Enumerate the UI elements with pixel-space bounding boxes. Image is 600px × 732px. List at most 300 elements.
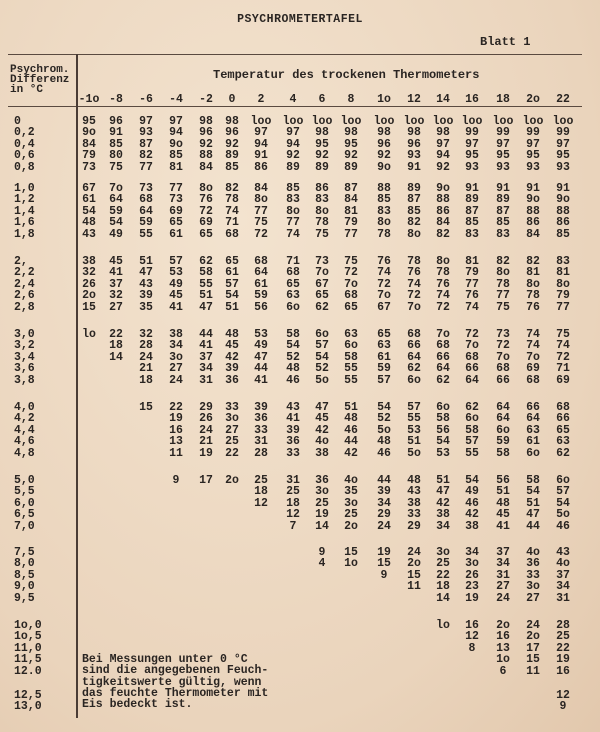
table-cell: 6o <box>344 339 358 353</box>
document-title: PSYCHROMETERTAFEL <box>237 13 363 26</box>
table-cell: 25 <box>556 630 570 644</box>
row-label: 12.0 <box>14 664 42 678</box>
table-cell: 14 <box>436 591 450 605</box>
table-cell: 2o <box>82 289 96 303</box>
table-cell: 97 <box>496 137 510 151</box>
row-label: 2,4 <box>14 277 35 291</box>
table-cell: 68 <box>139 193 153 207</box>
table-cell: 83 <box>556 255 570 268</box>
table-cell: 55 <box>465 446 479 460</box>
table-cell: 25 <box>225 435 239 449</box>
table-cell: 37 <box>496 546 510 559</box>
table-cell: 78 <box>496 277 510 291</box>
table-cell: 33 <box>286 446 300 460</box>
table-top-rule <box>8 54 582 55</box>
table-cell: 17 <box>526 641 540 655</box>
table-cell: 65 <box>556 423 570 437</box>
table-cell: 9o <box>556 193 570 207</box>
table-cell: 17 <box>199 474 213 487</box>
table-cell: 99 <box>526 126 540 140</box>
table-cell: 95 <box>344 137 358 151</box>
table-cell: 93 <box>465 160 479 174</box>
table-cell: 41 <box>199 339 213 353</box>
table-cell: 2o <box>526 630 540 644</box>
table-cell: 31 <box>254 435 268 449</box>
table-cell: 85 <box>465 216 479 230</box>
table-cell: 82 <box>139 149 153 163</box>
table-cell: 87 <box>465 204 479 218</box>
table-cell: 8o <box>436 255 450 268</box>
table-cell: 97 <box>169 115 183 128</box>
table-cell: 44 <box>199 328 213 341</box>
column-header: 14 <box>436 93 450 106</box>
table-cell: 68 <box>436 339 450 353</box>
table-cell: 73 <box>169 193 183 207</box>
row-header-line: in °C <box>10 84 44 96</box>
table-cell: 75 <box>109 160 123 174</box>
table-cell: 11 <box>407 580 421 594</box>
table-cell: 64 <box>254 266 268 280</box>
table-cell: 96 <box>377 137 391 151</box>
table-cell: loo <box>432 115 454 128</box>
column-header: 22 <box>556 93 570 106</box>
table-cell: 54 <box>315 350 329 364</box>
table-cell: 15 <box>377 557 391 571</box>
table-cell: 21 <box>199 435 213 449</box>
table-cell: 2o <box>225 474 239 487</box>
table-cell: 98 <box>315 126 329 140</box>
table-cell: 72 <box>496 339 510 353</box>
table-cell: 98 <box>225 115 239 128</box>
table-cell: 98 <box>436 126 450 140</box>
table-cell: 68 <box>225 227 239 241</box>
table-cell: 54 <box>286 339 300 353</box>
table-cell: 1o <box>344 557 358 571</box>
table-cell: 16 <box>496 630 510 644</box>
table-cell: 2o <box>407 557 421 571</box>
table-cell: 54 <box>377 401 391 414</box>
table-cell: 43 <box>286 401 300 414</box>
table-cell: 25 <box>344 508 358 522</box>
table-cell: 77 <box>344 227 358 241</box>
row-label: 4,8 <box>14 446 35 460</box>
table-cell: 39 <box>377 485 391 499</box>
table-cell: 84 <box>82 137 96 151</box>
table-cell: loo <box>373 115 395 128</box>
table-cell: 43 <box>82 227 96 241</box>
table-cell: loo <box>340 115 362 128</box>
row-label: 13,0 <box>14 700 42 714</box>
table-cell: 74 <box>436 289 450 303</box>
table-cell: 92 <box>377 149 391 163</box>
row-label: 0,2 <box>14 126 35 140</box>
table-cell: 36 <box>315 474 329 487</box>
table-cell: 84 <box>199 160 213 174</box>
table-cell: 3o <box>315 485 329 499</box>
table-cell: 6o <box>556 474 570 487</box>
table-cell: 85 <box>556 227 570 241</box>
table-cell: 1o <box>496 653 510 667</box>
table-cell: 9o <box>82 126 96 140</box>
table-cell: 99 <box>465 126 479 140</box>
table-cell: 31 <box>286 474 300 487</box>
table-cell: 11 <box>169 446 183 460</box>
table-cell: 94 <box>254 137 268 151</box>
table-cell: 28 <box>254 446 268 460</box>
table-cell: 49 <box>465 485 479 499</box>
table-cell: 85 <box>225 160 239 174</box>
table-cell: 66 <box>496 373 510 387</box>
table-cell: 9 <box>318 546 326 559</box>
table-cell: 89 <box>225 149 239 163</box>
table-cell: 88 <box>526 204 540 218</box>
table-cell: 82 <box>407 216 421 230</box>
table-cell: 75 <box>254 216 268 230</box>
table-cell: 49 <box>169 277 183 291</box>
table-cell: loo <box>522 115 544 128</box>
table-cell: 97 <box>465 137 479 151</box>
table-cell: 42 <box>465 508 479 522</box>
table-cell: 98 <box>377 126 391 140</box>
table-cell: 16 <box>169 423 183 437</box>
table-cell: 31 <box>556 591 570 605</box>
table-cell: 64 <box>407 350 421 364</box>
table-cell: 83 <box>465 227 479 241</box>
row-label: 11,0 <box>14 641 42 655</box>
table-cell: 87 <box>139 137 153 151</box>
table-cell: 33 <box>225 401 239 414</box>
row-label: 12,5 <box>14 689 42 702</box>
table-cell: 68 <box>286 266 300 280</box>
table-cell: 65 <box>199 227 213 241</box>
table-cell: 39 <box>254 401 268 414</box>
table-cell: 98 <box>344 126 358 140</box>
table-cell: 8o <box>377 216 391 230</box>
table-cell: 55 <box>407 412 421 426</box>
table-cell: 55 <box>139 227 153 241</box>
table-cell: 97 <box>286 126 300 140</box>
table-cell: 9o <box>526 193 540 207</box>
table-cell: 44 <box>377 474 391 487</box>
table-cell: 72 <box>556 350 570 364</box>
table-cell: 98 <box>407 126 421 140</box>
table-cell: 33 <box>526 568 540 582</box>
table-cell: 58 <box>344 350 358 364</box>
table-cell: 92 <box>286 149 300 163</box>
table-cell: 22 <box>436 568 450 582</box>
table-cell: 19 <box>556 653 570 667</box>
table-cell: 80 <box>109 149 123 163</box>
table-cell: 7o <box>407 300 421 314</box>
table-cell: 77 <box>169 182 183 195</box>
table-cell: 38 <box>169 328 183 341</box>
table-cell: 7o <box>344 277 358 291</box>
row-label: 0,4 <box>14 137 35 151</box>
row-label: 5,0 <box>14 474 35 487</box>
table-cell: 7o <box>109 182 123 195</box>
table-cell: 87 <box>496 204 510 218</box>
table-cell: 3o <box>465 557 479 571</box>
table-cell: 38 <box>82 255 96 268</box>
table-cell: 34 <box>496 557 510 571</box>
table-cell: 54 <box>465 474 479 487</box>
row-label: 8,5 <box>14 568 35 582</box>
table-cell: 42 <box>344 446 358 460</box>
table-cell: 7o <box>377 289 391 303</box>
row-label: 8,0 <box>14 557 35 571</box>
table-cell: 69 <box>526 362 540 376</box>
table-cell: 19 <box>465 591 479 605</box>
table-cell: 92 <box>436 160 450 174</box>
table-cell: 66 <box>556 412 570 426</box>
table-cell: 64 <box>109 193 123 207</box>
table-cell: 59 <box>377 362 391 376</box>
table-cell: 88 <box>556 204 570 218</box>
table-cell: 69 <box>169 204 183 218</box>
table-cell: 86 <box>526 216 540 230</box>
table-cell: 24 <box>496 591 510 605</box>
table-cell: 26 <box>465 568 479 582</box>
table-cell: 27 <box>526 591 540 605</box>
table-cell: 42 <box>436 496 450 510</box>
table-cell: 67 <box>315 277 329 291</box>
table-cell: 36 <box>286 435 300 449</box>
table-cell: 85 <box>496 216 510 230</box>
table-cell: 9 <box>172 474 180 487</box>
table-cell: 81 <box>556 266 570 280</box>
row-label: 3,2 <box>14 339 35 353</box>
table-cell: 66 <box>526 401 540 414</box>
row-label: 3,8 <box>14 373 35 387</box>
table-cell: 45 <box>169 289 183 303</box>
table-cell: 26 <box>82 277 96 291</box>
row-header-line: Differenz <box>10 74 70 86</box>
table-cell: 65 <box>225 255 239 268</box>
table-cell: 78 <box>407 255 421 268</box>
table-cell: 78 <box>377 227 391 241</box>
row-label: 6,5 <box>14 508 35 522</box>
table-cell: 12 <box>556 689 570 702</box>
row-label: 1,4 <box>14 204 35 218</box>
table-cell: 51 <box>344 401 358 414</box>
row-label: 4,6 <box>14 435 35 449</box>
table-cell: 6o <box>465 412 479 426</box>
table-cell: 7o <box>465 339 479 353</box>
table-cell: 6o <box>315 328 329 341</box>
table-cell: 9o <box>377 160 391 174</box>
table-cell: 7o <box>496 350 510 364</box>
table-cell: 59 <box>496 435 510 449</box>
table-cell: 62 <box>436 373 450 387</box>
table-cell: 73 <box>82 160 96 174</box>
table-cell: 64 <box>496 412 510 426</box>
table-cell: 57 <box>169 255 183 268</box>
table-cell: 47 <box>254 350 268 364</box>
table-cell: 92 <box>315 149 329 163</box>
row-label: 2,6 <box>14 289 35 303</box>
table-cell: 66 <box>465 362 479 376</box>
table-cell: 24 <box>526 619 540 632</box>
table-cell: 77 <box>286 216 300 230</box>
table-cell: 58 <box>526 474 540 487</box>
row-label: 1,6 <box>14 216 35 230</box>
table-cell: 64 <box>496 401 510 414</box>
table-cell: 55 <box>199 277 213 291</box>
table-cell: 18 <box>254 485 268 499</box>
table-cell: 44 <box>254 362 268 376</box>
table-cell: 19 <box>199 446 213 460</box>
table-cell: 14 <box>109 350 123 364</box>
table-cell: 56 <box>436 423 450 437</box>
table-cell: 45 <box>109 255 123 268</box>
table-cell: 46 <box>344 423 358 437</box>
table-cell: 27 <box>169 362 183 376</box>
table-cell: 45 <box>315 412 329 426</box>
table-cell: 5o <box>556 508 570 522</box>
table-cell: 48 <box>82 216 96 230</box>
row-label: 9,0 <box>14 580 35 594</box>
table-cell: 54 <box>82 204 96 218</box>
table-cell: 91 <box>465 182 479 195</box>
table-cell: 45 <box>225 339 239 353</box>
table-cell: 61 <box>225 266 239 280</box>
table-cell: 89 <box>286 160 300 174</box>
row-label: 2,2 <box>14 266 35 280</box>
table-cell: 34 <box>377 496 391 510</box>
table-cell: 83 <box>315 193 329 207</box>
row-label: 0,6 <box>14 149 35 163</box>
table-cell: 87 <box>407 193 421 207</box>
table-cell: 19 <box>169 412 183 426</box>
table-cell: 95 <box>465 149 479 163</box>
table-cell: 35 <box>344 485 358 499</box>
table-cell: 36 <box>526 557 540 571</box>
table-cell: 96 <box>199 126 213 140</box>
table-cell: 63 <box>377 339 391 353</box>
table-cell: 65 <box>377 328 391 341</box>
table-cell: 94 <box>286 137 300 151</box>
table-cell: 91 <box>109 126 123 140</box>
table-cell: 52 <box>286 350 300 364</box>
table-cell: 32 <box>109 289 123 303</box>
table-cell: 11 <box>526 664 540 678</box>
table-cell: 73 <box>139 182 153 195</box>
table-cell: 41 <box>169 300 183 314</box>
table-cell: 46 <box>556 519 570 533</box>
table-cell: 48 <box>286 362 300 376</box>
row-label: 1,8 <box>14 227 35 241</box>
table-cell: 47 <box>139 266 153 280</box>
table-cell: 65 <box>286 277 300 291</box>
row-header-line: Psychrom. <box>10 64 70 76</box>
table-cell: 92 <box>199 137 213 151</box>
table-cell: 58 <box>465 423 479 437</box>
table-cell: 48 <box>225 328 239 341</box>
table-cell: 97 <box>139 115 153 128</box>
table-cell: 71 <box>225 216 239 230</box>
table-cell: 19 <box>315 508 329 522</box>
table-cell: 2o <box>496 619 510 632</box>
table-cell: 2o <box>344 519 358 533</box>
table-cell: 13 <box>496 641 510 655</box>
table-cell: 4o <box>315 435 329 449</box>
table-cell: 75 <box>344 255 358 268</box>
table-cell: 58 <box>199 266 213 280</box>
row-label: 0 <box>14 115 21 128</box>
table-cell: 85 <box>407 204 421 218</box>
table-cell: 8o <box>254 193 268 207</box>
table-cell: 83 <box>286 193 300 207</box>
table-cell: 81 <box>344 204 358 218</box>
table-cell: 82 <box>225 182 239 195</box>
table-cell: 5o <box>315 373 329 387</box>
table-cell: 33 <box>254 423 268 437</box>
table-cell: 57 <box>315 339 329 353</box>
table-cell: 69 <box>556 373 570 387</box>
table-cell: 34 <box>465 546 479 559</box>
table-cell: 69 <box>199 216 213 230</box>
table-cell: 24 <box>139 350 153 364</box>
table-cell: 88 <box>436 193 450 207</box>
table-cell: 87 <box>344 182 358 195</box>
table-cell: 51 <box>199 289 213 303</box>
row-label: 1,0 <box>14 182 35 195</box>
table-cell: 34 <box>199 362 213 376</box>
table-cell: 44 <box>526 519 540 533</box>
table-cell: 74 <box>465 300 479 314</box>
table-cell: 22 <box>109 328 123 341</box>
table-cell: 5o <box>377 423 391 437</box>
column-header: 16 <box>465 93 479 106</box>
table-cell: 41 <box>286 412 300 426</box>
table-cell: 29 <box>407 519 421 533</box>
table-cell: 86 <box>315 182 329 195</box>
row-label: 2,8 <box>14 300 35 314</box>
table-cell: 18 <box>109 339 123 353</box>
table-cell: 5o <box>407 446 421 460</box>
table-cell: loo <box>311 115 333 128</box>
table-cell: loo <box>403 115 425 128</box>
table-cell: 74 <box>556 339 570 353</box>
table-cell: 9o <box>436 182 450 195</box>
table-cell: 82 <box>436 227 450 241</box>
column-header: -6 <box>139 93 153 106</box>
table-cell: 6o <box>496 423 510 437</box>
table-cell: 57 <box>377 373 391 387</box>
table-cell: 81 <box>465 255 479 268</box>
table-cell: 78 <box>225 193 239 207</box>
row-label: 9,5 <box>14 591 35 605</box>
table-cell: 39 <box>225 362 239 376</box>
table-cell: 49 <box>254 339 268 353</box>
table-cell: 12 <box>254 496 268 510</box>
table-cell: 24 <box>169 373 183 387</box>
table-cell: 29 <box>377 508 391 522</box>
table-cell: 66 <box>407 339 421 353</box>
row-header <box>10 65 69 95</box>
table-cell: 38 <box>315 446 329 460</box>
table-cell: 7o <box>436 328 450 341</box>
table-cell: 18 <box>436 580 450 594</box>
table-cell: 95 <box>526 149 540 163</box>
table-cell: 59 <box>139 216 153 230</box>
table-cell: 72 <box>377 277 391 291</box>
table-cell: 46 <box>465 496 479 510</box>
table-cell: 54 <box>556 496 570 510</box>
table-cell: loo <box>250 115 272 128</box>
row-label: 6,0 <box>14 496 35 510</box>
table-cell: 75 <box>556 328 570 341</box>
